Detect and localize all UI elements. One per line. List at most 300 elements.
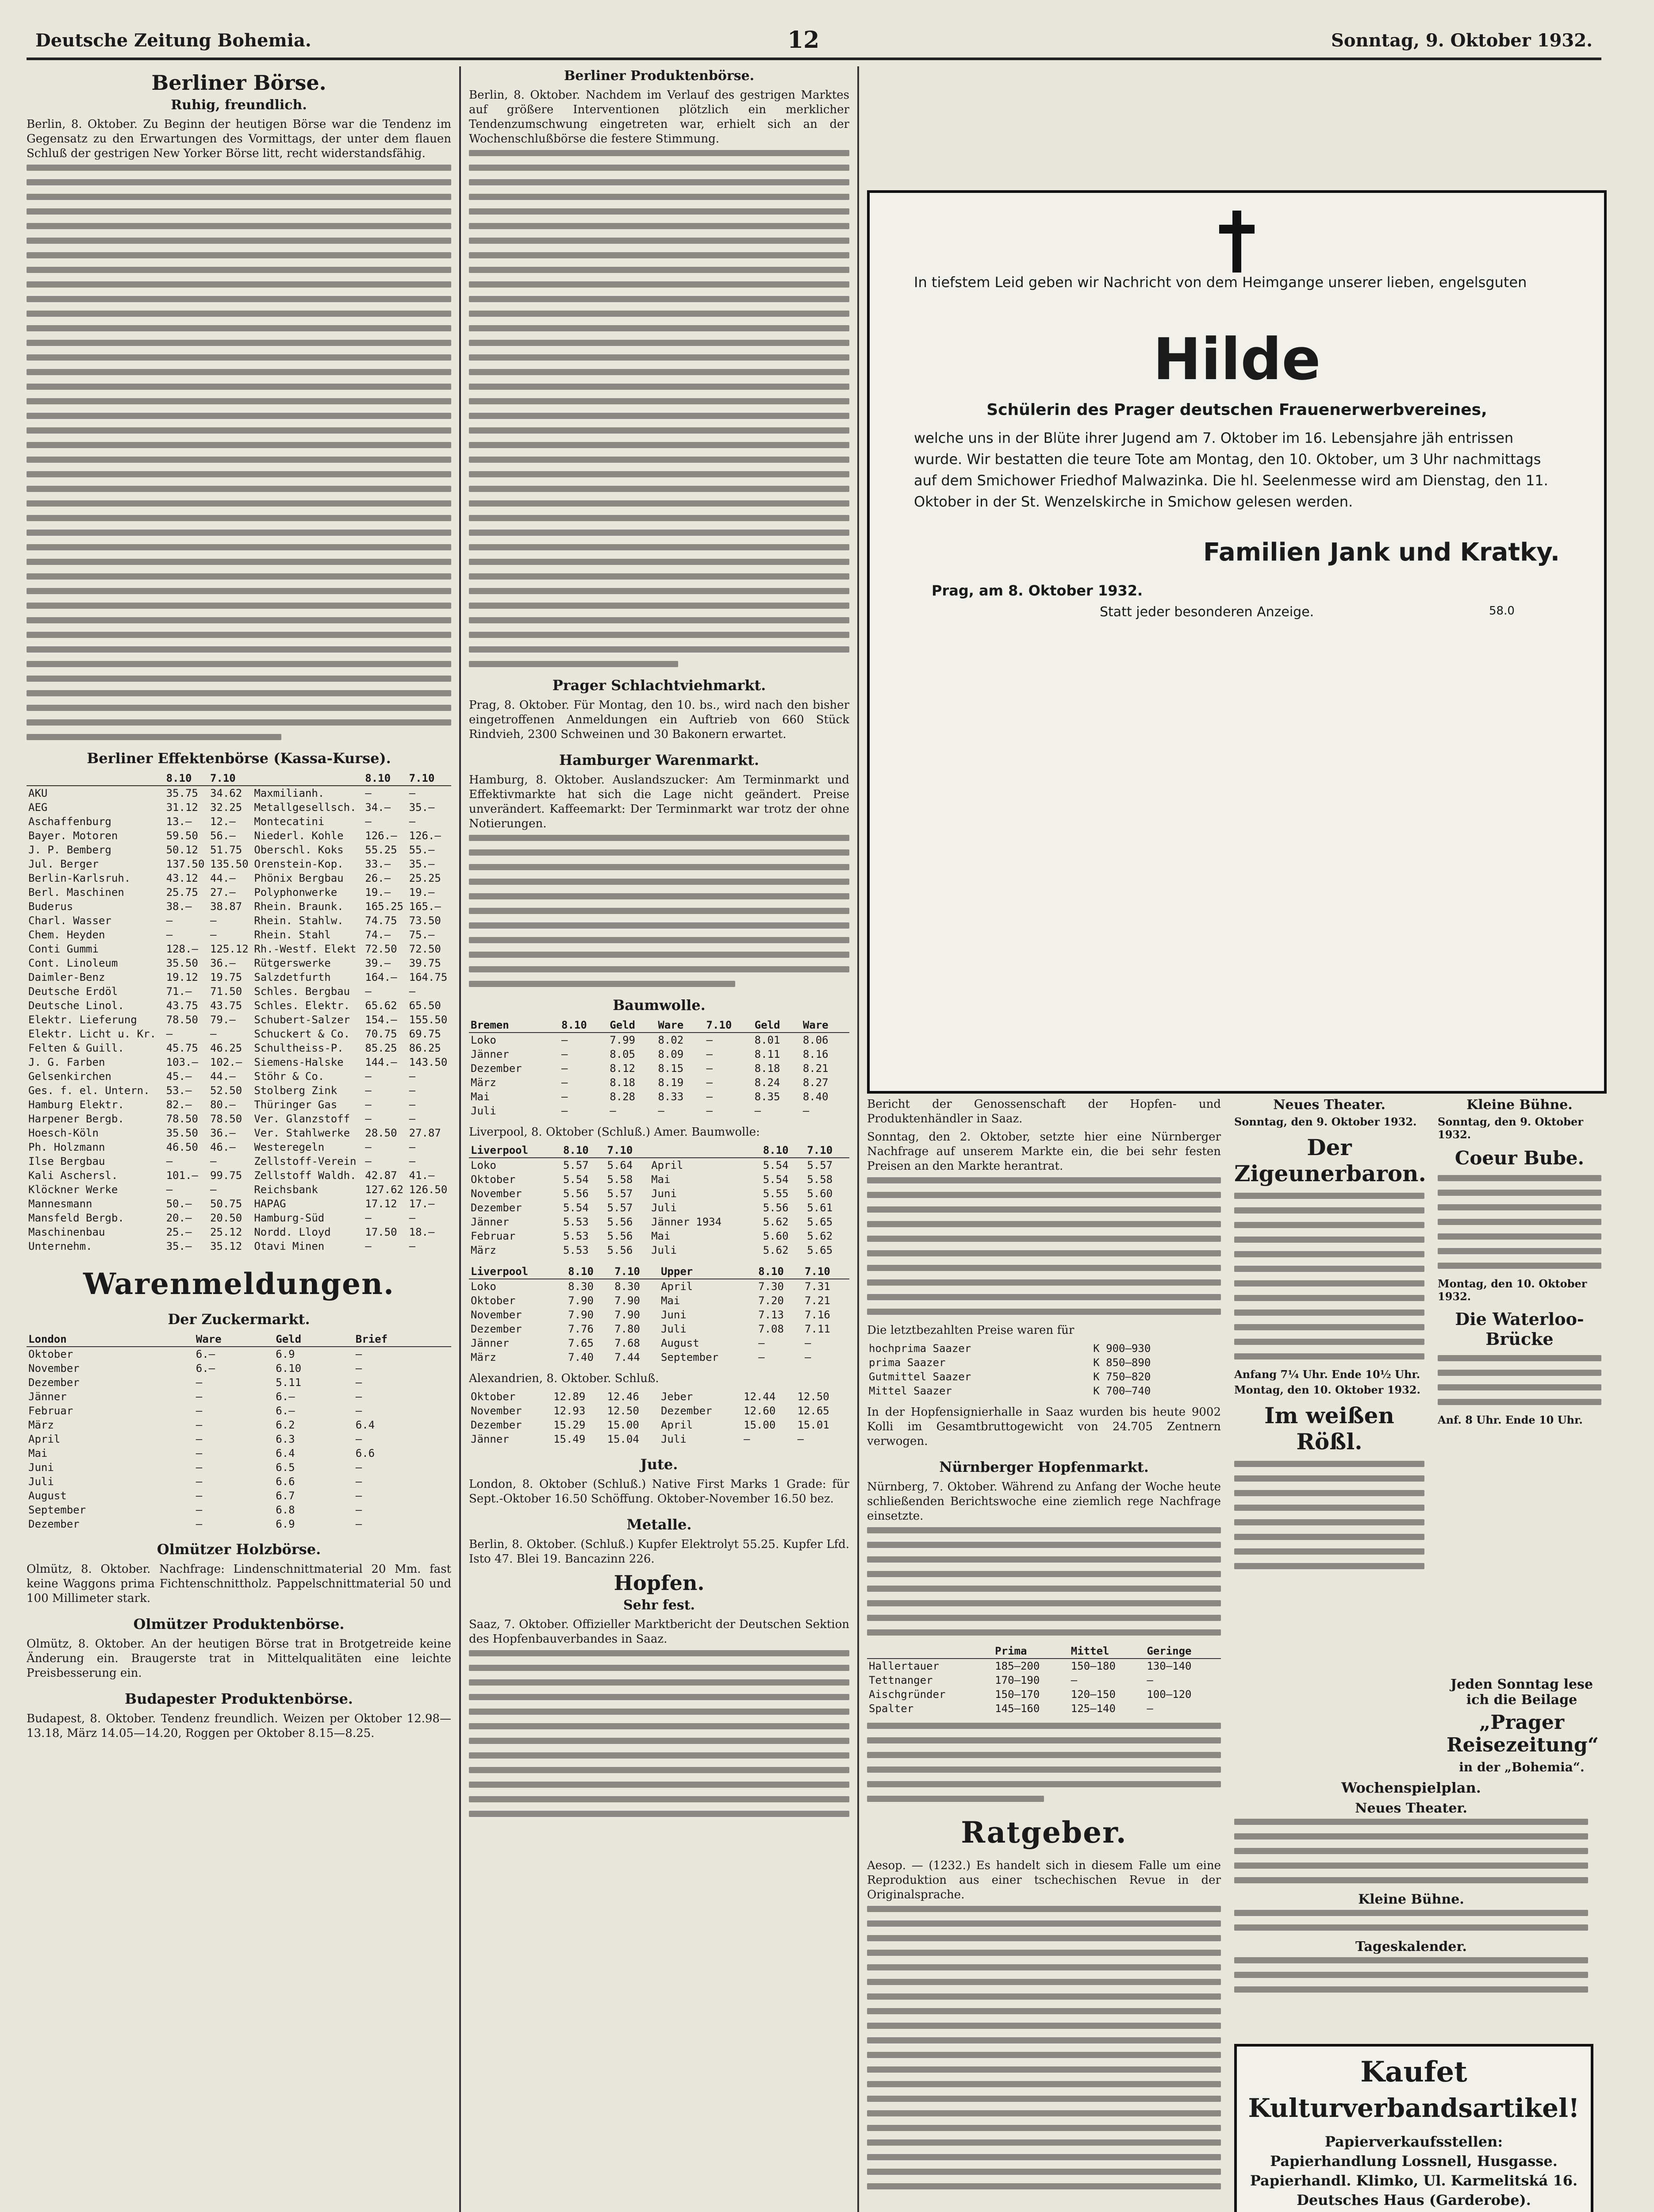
table-cell: 12.60	[744, 1405, 776, 1417]
table-header-row	[867, 1644, 1221, 1659]
zucker-title: Der Zuckermarkt.	[168, 1311, 310, 1328]
table-cell: 5.57	[607, 1202, 633, 1214]
column-header: 7.10	[208, 771, 252, 786]
table-cell: Schles. Bergbau	[254, 985, 350, 998]
table-row	[27, 1013, 451, 1027]
hamburg-report-text	[469, 835, 849, 987]
table-cell: —	[706, 1048, 713, 1060]
table-cell: —	[561, 1076, 568, 1089]
table-cell: 5.58	[607, 1173, 633, 1186]
table-cell: 6.—	[196, 1348, 215, 1360]
table-cell: Hamburg-Süd	[254, 1212, 325, 1224]
table-cell: Montecatini	[254, 815, 325, 828]
table-cell: Jeber	[660, 1390, 693, 1403]
table-cell: Schles. Elektr.	[254, 999, 350, 1012]
table-cell: 7.16	[805, 1309, 830, 1321]
column-header: Bremen	[469, 1018, 560, 1033]
table-cell: prima Saazer	[869, 1356, 946, 1369]
table-cell: —	[365, 815, 372, 828]
table-cell: Berlin-Karlsruh.	[28, 872, 131, 884]
table-cell: 27.87	[409, 1127, 441, 1139]
tageskalender-text	[1234, 1957, 1588, 1993]
table-cell: 35.—	[409, 858, 435, 870]
ad-line-4: Deutsches Haus (Garderobe).	[1297, 2192, 1531, 2208]
table-cell: 8.18	[754, 1062, 780, 1075]
table-cell: K 850—890	[1093, 1356, 1151, 1369]
cast-list-2	[1234, 1461, 1424, 1569]
table-cell: 17.12	[365, 1198, 397, 1210]
table-cell: 102.—	[210, 1056, 242, 1068]
table-row	[27, 786, 451, 800]
table-cell: 125—140	[1071, 1702, 1116, 1715]
table-cell: Juni	[28, 1461, 54, 1474]
column-hopfen-ratgeber	[867, 1097, 1221, 2198]
table-cell: 8.35	[754, 1091, 780, 1103]
table-cell: 31.12	[166, 801, 198, 814]
table-cell: 5.62	[763, 1244, 789, 1256]
table-cell: —	[196, 1419, 203, 1431]
table-cell: 5.57	[807, 1159, 833, 1171]
column-header: 8.10	[756, 1264, 803, 1279]
table-row	[27, 1503, 451, 1517]
table-cell: 8.16	[802, 1048, 829, 1060]
table-cell: 154.—	[365, 1014, 397, 1026]
table-row	[27, 829, 451, 843]
table-row	[27, 1418, 451, 1432]
table-cell: 34.62	[210, 787, 242, 799]
table-cell: 12.89	[553, 1390, 586, 1403]
table-cell: —	[758, 1351, 765, 1363]
table-cell: Dezember	[660, 1405, 712, 1417]
table-cell: Hoesch-Köln	[28, 1127, 99, 1139]
table-cell: 5.65	[807, 1216, 833, 1228]
table-cell: 8.12	[610, 1062, 635, 1075]
section-subtitle: Ruhig, freundlich.	[171, 97, 307, 113]
table-row	[469, 1243, 849, 1257]
table-row	[27, 1083, 451, 1098]
produkt-text: Olmütz, 8. Oktober. An der heutigen Börse trat in Brotgetreide keine Änderung ein. Braugerste trat in Mittelqualitäten eine leichte Preisbesserung ein.	[27, 1637, 451, 1680]
kb-times: Anf. 8 Uhr. Ende 10 Uhr.	[1438, 1413, 1583, 1426]
ad-subtitle: Kulturverbandsartikel!	[1248, 2093, 1580, 2123]
table-cell: März	[471, 1351, 496, 1363]
table-cell: 5.56	[763, 1202, 789, 1214]
liverpool-title: Liverpool, 8. Oktober (Schluß.) Amer. Baumwolle:	[469, 1125, 760, 1139]
table-cell: —	[355, 1376, 362, 1389]
table-cell: 6.5	[276, 1461, 295, 1474]
table-cell: —	[355, 1475, 362, 1488]
column-header: 8.10	[566, 1264, 613, 1279]
table-cell: Mai	[651, 1173, 671, 1186]
table-cell: 5.53	[563, 1230, 589, 1242]
table-cell: 43.75	[166, 999, 198, 1012]
schlacht-text: Prag, 8. Oktober. Für Montag, den 10. bs., wird nach den bisher eingetroffenen Anmeldungen ein Auftrieb von 660 Stück Rindvieh, 2300 Schweinen und 30 Bakonern erwartet.	[469, 699, 849, 741]
table-cell: —	[196, 1475, 203, 1488]
table-cell: Loko	[471, 1280, 496, 1293]
table-cell: Jänner	[471, 1216, 509, 1228]
table-cell: Juli	[28, 1475, 54, 1488]
nurnberg-text: Nürnberg, 7. Oktober. Während zu Anfang der Woche heute schließenden Berichtswoche eine ziemlich rege Nachfrage einsetzte.	[867, 1480, 1221, 1523]
table-cell: Dezember	[28, 1376, 80, 1389]
table-cell: 8.27	[802, 1076, 829, 1089]
spielplan-kb: Kleine Bühne.	[1358, 1892, 1464, 1907]
table-row	[27, 970, 451, 984]
hamburg-title: Hamburger Warenmarkt.	[559, 752, 759, 768]
table-cell: Juli	[651, 1244, 677, 1256]
table-cell: —	[365, 1240, 372, 1252]
boerse-report-text	[27, 165, 451, 740]
table-row	[867, 1356, 1221, 1370]
table-cell: —	[797, 1433, 804, 1445]
ad-title: Kaufet	[1360, 2055, 1467, 2089]
table-cell: 15.00	[607, 1419, 639, 1431]
table-cell: 25.—	[166, 1226, 192, 1238]
table-cell: Mittel Saazer	[869, 1385, 952, 1397]
table-cell: 45.75	[166, 1042, 198, 1054]
table-cell: 7.44	[614, 1351, 640, 1363]
table-row	[27, 1168, 451, 1183]
kb-show2-title: Die Waterloo-Brücke	[1455, 1309, 1584, 1349]
table-cell: 41.—	[409, 1169, 435, 1182]
table-cell: —	[210, 929, 217, 941]
table-cell: 5.56	[563, 1187, 589, 1200]
newspaper-page	[27, 27, 1601, 2212]
table-header-row	[27, 771, 451, 786]
table-cell: 27.—	[210, 886, 236, 899]
table-row	[469, 1172, 849, 1187]
table-row	[469, 1061, 849, 1075]
table-cell: —	[196, 1433, 203, 1445]
table-cell: 6.8	[276, 1504, 295, 1516]
table-cell: AEG	[28, 801, 48, 814]
table-cell: Zellstoff Waldh.	[254, 1169, 357, 1182]
table-cell: Oktober	[471, 1390, 516, 1403]
table-cell: Juni	[651, 1187, 677, 1200]
table-cell: 17.—	[409, 1198, 435, 1210]
table-cell: —	[355, 1433, 362, 1445]
table-cell: November	[28, 1362, 80, 1375]
table-cell: März	[471, 1076, 496, 1089]
table-cell: 5.53	[563, 1244, 589, 1256]
table-cell: —	[1147, 1702, 1153, 1715]
table-cell: Aschaffenburg	[28, 815, 111, 828]
table-cell: 126.50	[409, 1183, 448, 1196]
table-cell: 100—120	[1147, 1688, 1192, 1701]
table-cell: 15.29	[553, 1419, 586, 1431]
table-row	[867, 1701, 1221, 1716]
table-cell: Berl. Maschinen	[28, 886, 124, 899]
column-header: 8.10	[561, 1143, 606, 1158]
table-cell: 50.12	[166, 844, 198, 856]
table-cell: August	[660, 1337, 699, 1349]
table-cell: Chem. Heyden	[28, 929, 105, 941]
table-cell: April	[28, 1433, 61, 1445]
table-cell: 6.2	[276, 1419, 295, 1431]
table-cell: 25.25	[409, 872, 441, 884]
table-cell: 25.75	[166, 886, 198, 899]
kb-monday: Montag, den 10. Oktober 1932.	[1438, 1277, 1587, 1303]
column-header: Ware	[656, 1018, 704, 1033]
table-row	[27, 928, 451, 942]
column-header: Geld	[274, 1332, 354, 1347]
column-header: 7.10	[705, 1018, 753, 1033]
table-cell: Juli	[660, 1323, 687, 1335]
table-cell: Rhein. Stahlw.	[254, 914, 344, 927]
nurnberg-report-text	[867, 1527, 1221, 1636]
hopfen-text: Saaz, 7. Oktober. Offizieller Marktbericht der Deutschen Sektion des Hopfenbauverbandes in Saaz.	[469, 1618, 849, 1646]
produkten-report-text	[469, 150, 849, 667]
table-cell: 43.12	[166, 872, 198, 884]
saaz-report-text	[867, 1177, 1221, 1315]
table-cell: Jänner	[471, 1433, 509, 1445]
spielplan-text	[1234, 1819, 1588, 1883]
table-row	[469, 1404, 849, 1418]
table-cell: 8.05	[610, 1048, 635, 1060]
table-cell: 99.75	[210, 1169, 242, 1182]
jute-title: Jute.	[640, 1456, 678, 1473]
metalle-title: Metalle.	[626, 1516, 692, 1533]
column-header	[252, 771, 363, 786]
table-cell: Loko	[471, 1034, 496, 1046]
column-header: 8.10	[560, 1018, 608, 1033]
table-row	[469, 1075, 849, 1090]
alex-title: Alexandrien, 8. Oktober. Schluß.	[469, 1372, 659, 1385]
table-cell: 50.—	[166, 1198, 192, 1210]
table-cell: 19.—	[409, 886, 435, 899]
table-cell: —	[210, 1155, 217, 1167]
table-cell: Ver. Glanzstoff	[254, 1113, 350, 1125]
boerse-intro-text: Berlin, 8. Oktober. Zu Beginn der heutigen Börse war die Tendenz im Gegensatz zu den Erwartungen des Vormittags, der unter dem flauen Schluß der gestrigen New Yorker Börse litt, recht widerstandsfähig.	[27, 118, 451, 160]
table-cell: 135.50	[210, 858, 249, 870]
table-cell: 50.75	[210, 1198, 242, 1210]
obituary-note: Statt jeder besonderen Anzeige.	[1100, 604, 1314, 620]
column-divider	[459, 66, 461, 2212]
table-cell: —	[365, 1098, 372, 1111]
table-cell: 120—150	[1071, 1688, 1116, 1701]
table-row	[27, 1239, 451, 1253]
table-cell: September	[660, 1351, 719, 1363]
table-cell: Dezember	[28, 1518, 80, 1530]
table-cell: 7.90	[568, 1294, 594, 1307]
table-cell: —	[196, 1390, 203, 1403]
table-cell: —	[355, 1490, 362, 1502]
table-cell: 52.50	[210, 1084, 242, 1097]
table-row	[27, 1475, 451, 1489]
table-cell: —	[409, 1141, 416, 1153]
table-row	[27, 1347, 451, 1361]
table-row	[27, 1517, 451, 1531]
table-cell: 6.3	[276, 1433, 295, 1445]
table-cell: 26.—	[365, 872, 391, 884]
table-cell: 74.75	[365, 914, 397, 927]
table-cell: 164.—	[365, 971, 397, 983]
table-cell: —	[355, 1405, 362, 1417]
table-cell: 8.02	[658, 1034, 684, 1046]
table-cell: Rütgerswerke	[254, 957, 331, 969]
table-row	[27, 1197, 451, 1211]
table-cell: 35.—	[409, 801, 435, 814]
table-cell: —	[355, 1461, 362, 1474]
column-produkte	[469, 66, 849, 2212]
table-cell: 42.87	[365, 1169, 397, 1182]
table-row	[27, 1446, 451, 1460]
table-cell: 5.54	[763, 1173, 789, 1186]
table-cell: 6.10	[276, 1362, 302, 1375]
table-row	[27, 1361, 451, 1375]
table-cell: 7.65	[568, 1337, 594, 1349]
table-cell: —	[196, 1504, 203, 1516]
kb-cast-list-2	[1438, 1355, 1601, 1405]
table-cell: Reichsbank	[254, 1183, 318, 1196]
table-cell: —	[409, 1240, 416, 1252]
effekten-table	[27, 771, 451, 1253]
table-cell: Phönix Bergbau	[254, 872, 344, 884]
table-cell: 39.75	[409, 957, 441, 969]
table-cell: —	[166, 1028, 173, 1040]
table-cell: 74.—	[365, 929, 391, 941]
table-cell: K 750—820	[1093, 1371, 1151, 1383]
table-cell: Ph. Holzmann	[28, 1141, 105, 1153]
table-row	[867, 1341, 1221, 1356]
table-row	[27, 942, 451, 956]
table-cell: J. P. Bemberg	[28, 844, 111, 856]
table-cell: 35.50	[166, 1127, 198, 1139]
column-header	[27, 771, 165, 786]
table-cell: 13.—	[166, 815, 192, 828]
obituary-name: Hilde	[1153, 326, 1321, 393]
table-cell: Schuckert & Co.	[254, 1028, 350, 1040]
spielplan-kb-text	[1234, 1910, 1588, 1931]
table-cell: August	[28, 1490, 67, 1502]
table-row	[867, 1673, 1221, 1687]
table-cell: 8.18	[610, 1076, 635, 1089]
table-cell: 36.—	[210, 957, 236, 969]
kleine-buehne-date: Sonntag, den 9. Oktober 1932.	[1438, 1115, 1583, 1141]
table-cell: Dezember	[471, 1062, 522, 1075]
table-cell: —	[365, 1155, 372, 1167]
table-cell: 12.93	[553, 1405, 586, 1417]
column-header: Liverpool	[469, 1264, 566, 1279]
table-cell: —	[409, 1098, 416, 1111]
table-cell: 101.—	[166, 1169, 198, 1182]
table-row	[27, 1098, 451, 1112]
obituary-role: Schülerin des Prager deutschen Frauenerwerbvereines,	[986, 401, 1487, 419]
table-cell: Bayer. Motoren	[28, 830, 118, 842]
hamburg-text: Hamburg, 8. Oktober. Auslandszucker: Am Terminmarkt und Effektivmarkte hat sich die Lage nicht geändert. Preise unverändert. Kaffeemarkt: Der Terminmarkt war trotz der ohne Notierungen.	[469, 773, 849, 830]
table-cell: K 900—930	[1093, 1342, 1151, 1355]
kleine-buehne-title: Kleine Bühne.	[1466, 1097, 1573, 1113]
table-cell: Mai	[651, 1230, 671, 1242]
table-cell: 28.50	[365, 1127, 397, 1139]
obituary-date: Prag, am 8. Oktober 1932.	[932, 582, 1143, 599]
table-cell: —	[196, 1490, 203, 1502]
table-row	[27, 871, 451, 885]
table-row	[27, 885, 451, 899]
tageskalender-title: Tageskalender.	[1355, 1939, 1467, 1955]
table-cell: 70.75	[365, 1028, 397, 1040]
reisezeitung-notice	[1447, 1677, 1597, 1774]
table-cell: —	[409, 1155, 416, 1167]
table-row	[27, 1183, 451, 1197]
table-row	[469, 1336, 849, 1350]
table-cell: Dezember	[471, 1419, 522, 1431]
table-cell: —	[365, 1212, 372, 1224]
table-cell: 46.50	[166, 1141, 198, 1153]
holz-title: Olmützer Holzbörse.	[157, 1541, 321, 1558]
table-row	[867, 1659, 1221, 1673]
table-cell: —	[166, 914, 173, 927]
table-cell: März	[471, 1244, 496, 1256]
table-cell: —	[805, 1351, 811, 1363]
table-cell: Buderus	[28, 900, 73, 913]
hopfen-title: Hopfen.	[614, 1571, 705, 1595]
table-cell: 5.61	[807, 1202, 833, 1214]
table-cell: 71.—	[166, 985, 192, 998]
table-cell: 5.64	[607, 1159, 633, 1171]
table-row	[27, 1027, 451, 1041]
table-cell: —	[355, 1348, 362, 1360]
table-cell: Mai	[28, 1447, 48, 1459]
table-cell: 12.44	[744, 1390, 776, 1403]
table-cell: Hamburg Elektr.	[28, 1098, 124, 1111]
table-cell: —	[210, 1028, 217, 1040]
table-cell: April	[651, 1159, 683, 1171]
table-cell: Metallgesellsch.	[254, 801, 357, 814]
table-cell: HAPAG	[254, 1198, 286, 1210]
table-cell: —	[166, 1183, 173, 1196]
column-header: 7.10	[613, 1264, 659, 1279]
table-cell: 5.57	[563, 1159, 589, 1171]
ad-line-3: Papierhandl. Klimko, Ul. Karmelitská 16.	[1250, 2172, 1578, 2189]
table-row	[27, 1404, 451, 1418]
table-cell: Schultheiss-P.	[254, 1042, 344, 1054]
table-row	[469, 1308, 849, 1322]
table-cell: 25.12	[210, 1226, 242, 1238]
table-header-row	[27, 1332, 451, 1347]
table-cell: 185—200	[995, 1660, 1040, 1672]
column-header: Ware	[194, 1332, 274, 1347]
table-cell: 7.20	[758, 1294, 784, 1307]
kulturverband-ad	[1234, 2044, 1593, 2212]
table-cell: Spalter	[869, 1702, 914, 1715]
table-cell: 17.50	[365, 1226, 397, 1238]
table-cell: —	[561, 1048, 568, 1060]
table-cell: 85.25	[365, 1042, 397, 1054]
page-number: 12	[787, 27, 820, 54]
table-cell: —	[210, 1183, 217, 1196]
table-cell: Stöhr & Co.	[254, 1070, 325, 1083]
table-cell: —	[706, 1076, 713, 1089]
ratgeber-answers-text	[867, 1906, 1221, 2189]
table-cell: —	[409, 1084, 416, 1097]
saaz-price-table	[867, 1341, 1221, 1398]
table-cell: Elektr. Lieferung	[28, 1014, 137, 1026]
table-cell: 7.31	[805, 1280, 830, 1293]
table-cell: —	[409, 1212, 416, 1224]
saaz-table-title: Die letztbezahlten Preise waren für	[867, 1324, 1075, 1337]
table-cell: 12.46	[607, 1390, 639, 1403]
table-cell: 72.50	[409, 943, 441, 955]
table-cell: Kali Aschersl.	[28, 1169, 118, 1182]
column-header: Mittel	[1069, 1644, 1145, 1659]
table-cell: —	[196, 1405, 203, 1417]
table-cell: 5.54	[563, 1173, 589, 1186]
table-row	[27, 1154, 451, 1168]
table-row	[27, 1140, 451, 1154]
table-cell: 35.75	[166, 787, 198, 799]
obituary-text: welche uns in der Blüte ihrer Jugend am 7. Oktober im 16. Lebensjahre jäh entrissen wurde. Wir bestatten die teure Tote am Montag, den 10. Oktober, um 3 Uhr nachmittags auf dem Smichower Friedhof Malwazinka. Die hl. Seelenmesse wird am Dienstag, den 11. Oktober in der St. Wenzelskirche in Smichow gelesen werden.	[914, 430, 1548, 510]
table-row	[469, 1350, 849, 1364]
table-cell: September	[28, 1504, 86, 1516]
